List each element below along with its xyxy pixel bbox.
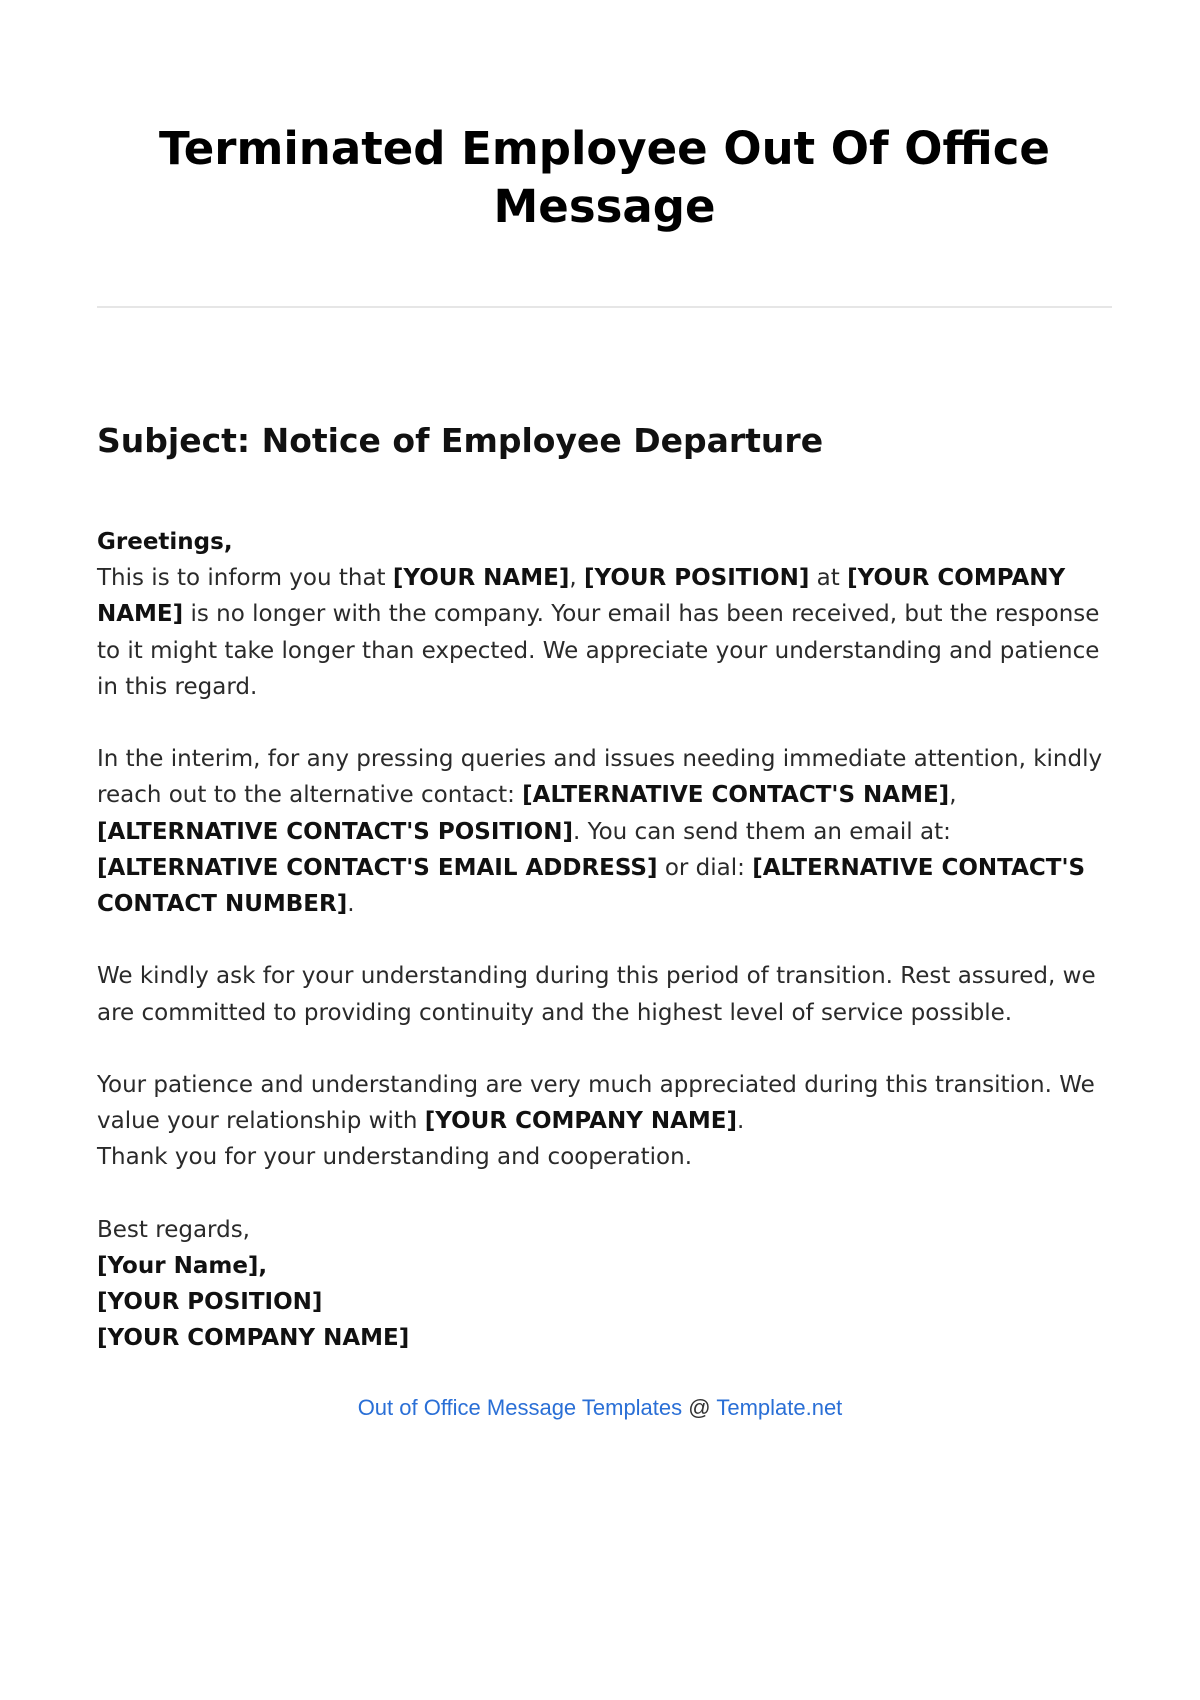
placeholder-your-name: [YOUR NAME] <box>392 565 570 592</box>
signature-company: [YOUR COMPANY NAME] <box>97 1325 410 1352</box>
placeholder-company-name-2: [YOUR COMPANY NAME] <box>424 1108 738 1135</box>
template-net-link[interactable]: Template.net <box>716 1395 843 1420</box>
appreciation-period: . <box>737 1108 745 1135</box>
placeholder-alt-position: [ALTERNATIVE CONTACT'S POSITION] <box>97 818 573 845</box>
placeholder-company-name: [YOUR COMPANY NAME] <box>97 565 1066 628</box>
placeholder-your-position: [YOUR POSITION] <box>583 565 810 592</box>
signature-block <box>97 1212 1112 1357</box>
closing-regards: Best regards, <box>97 1216 250 1243</box>
paragraph-intro <box>97 524 1112 705</box>
paragraph-alternative-contact <box>97 741 1112 922</box>
document-page <box>97 0 1112 1393</box>
paragraph-transition: We kindly ask for your understanding during this period of transition. Rest assured, we are committed to providing continuity and the highest level of service possible. <box>97 963 1096 1026</box>
alt-sep: , <box>949 782 957 809</box>
paragraph-appreciation <box>97 1067 1112 1176</box>
footer-separator: @ <box>682 1395 717 1420</box>
document-title: Terminated Employee Out Of Office Message <box>159 122 1050 233</box>
intro-at: at <box>809 565 848 592</box>
intro-sep: , <box>569 565 584 592</box>
appreciation-text: Your patience and understanding are very much appreciated during this transition. We value your relationship with <box>97 1072 1095 1135</box>
footer-attribution <box>0 1393 1200 1423</box>
subject-heading: Subject: Notice of Employee Departure <box>97 421 824 460</box>
placeholder-alt-number: [ALTERNATIVE CONTACT'S CONTACT NUMBER] <box>97 854 1086 918</box>
placeholder-alt-name: [ALTERNATIVE CONTACT'S NAME] <box>522 782 950 809</box>
intro-rest: is no longer with the company. Your email has been received, but the response to it might take longer than expected. We appreciate your understanding and patience in this regard. <box>97 601 1100 700</box>
placeholder-alt-email: [ALTERNATIVE CONTACT'S EMAIL ADDRESS] <box>97 854 658 881</box>
alt-contact-text: In the interim, for any pressing queries and issues needing immediate attention, kindly reach out to the alternative contact: <box>97 746 1103 809</box>
templates-link[interactable]: Out of Office Message Templates <box>357 1395 683 1420</box>
title-divider <box>97 306 1112 308</box>
alt-dial-text: or dial: <box>657 854 753 881</box>
message-body <box>97 524 1112 1357</box>
signature-position: [YOUR POSITION] <box>97 1289 323 1316</box>
signature-name: [Your Name], <box>97 1253 268 1279</box>
alt-period: . <box>347 891 355 918</box>
thank-you-line: Thank you for your understanding and cooperation. <box>97 1144 693 1171</box>
alt-email-text: . You can send them an email at: <box>572 818 951 845</box>
greeting: Greetings, <box>97 529 233 555</box>
intro-text: This is to inform you that <box>97 565 393 592</box>
